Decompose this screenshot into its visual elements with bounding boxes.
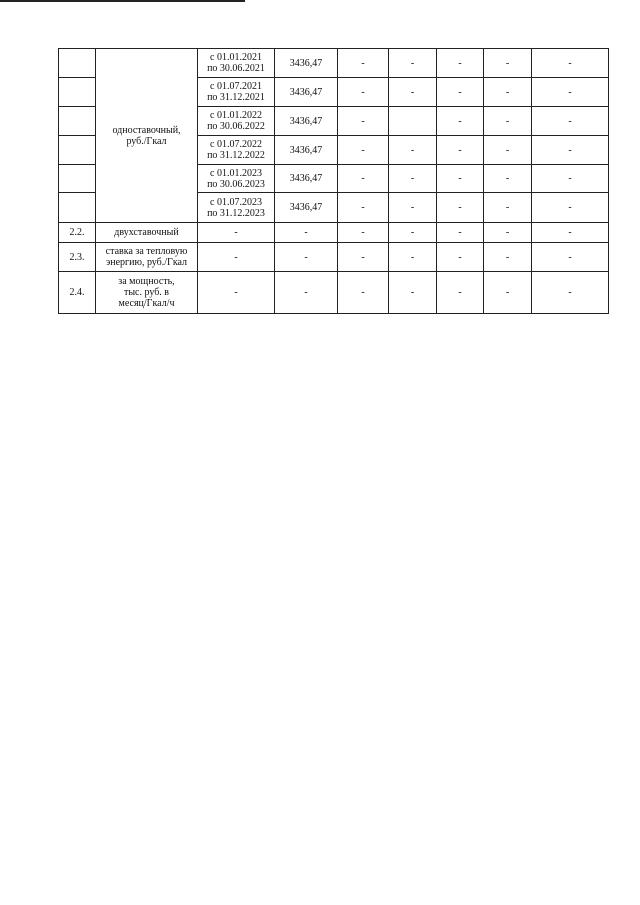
period-to: по 31.12.2023 (207, 207, 265, 219)
dash-cell: - (484, 243, 532, 272)
dash-cell: - (532, 272, 609, 314)
value-cell: 3436,47 (275, 107, 338, 136)
table-row (59, 243, 609, 272)
period-from: с 01.07.2021 (210, 81, 262, 92)
dash-cell: - (532, 165, 609, 193)
tariff-kind-cell (96, 272, 198, 314)
dash-cell: - (437, 165, 484, 193)
name-line: ставка за тепловую (105, 246, 188, 257)
period-to: по 30.06.2022 (207, 121, 265, 132)
dash-cell: - (532, 49, 609, 78)
tariff-table (58, 48, 609, 314)
row-number-cell (59, 136, 96, 165)
table-row (59, 223, 609, 243)
dash-cell: - (532, 223, 609, 243)
dash-cell: - (338, 165, 389, 193)
dash-cell: - (484, 193, 532, 223)
dash-cell: - (532, 193, 609, 223)
table-row (59, 272, 609, 314)
dash-cell: - (437, 107, 484, 136)
dash-cell: - (198, 272, 275, 314)
dash-cell: - (484, 49, 532, 78)
row-number-cell (59, 107, 96, 136)
name-line: за мощность, (118, 276, 175, 287)
tariff-kind-cell (96, 243, 198, 272)
dash-cell: - (389, 193, 437, 223)
top-rule-line (0, 0, 245, 2)
dash-cell: - (275, 223, 338, 243)
value-cell: 3436,47 (275, 136, 338, 165)
dash-cell: - (437, 78, 484, 107)
value-cell: 3436,47 (275, 49, 338, 78)
period-from: с 01.07.2023 (210, 196, 262, 208)
dash-cell: - (338, 272, 389, 314)
dash-cell: - (389, 78, 437, 107)
dash-cell: - (389, 49, 437, 78)
dash-cell: - (532, 78, 609, 107)
period-cell (198, 193, 275, 223)
empty-cell (389, 107, 437, 136)
dash-cell: - (532, 107, 609, 136)
value-cell: 3436,47 (275, 165, 338, 193)
dash-cell: - (338, 49, 389, 78)
dash-cell: - (389, 136, 437, 165)
dash-cell: - (338, 78, 389, 107)
dash-cell: - (338, 136, 389, 165)
dash-cell: - (437, 136, 484, 165)
dash-cell: - (437, 243, 484, 272)
period-from: с 01.01.2021 (210, 52, 262, 63)
period-to: по 30.06.2021 (207, 63, 265, 74)
period-cell (198, 107, 275, 136)
row-number-cell (59, 165, 96, 193)
dash-cell: - (338, 243, 389, 272)
dash-cell: - (437, 223, 484, 243)
dash-cell: - (338, 223, 389, 243)
row-number-cell: 2.2. (59, 223, 96, 243)
row-number-cell (59, 49, 96, 78)
period-to: по 30.06.2023 (207, 178, 265, 190)
dash-cell: - (389, 223, 437, 243)
dash-cell: - (532, 243, 609, 272)
dash-cell: - (338, 193, 389, 223)
dash-cell: - (484, 223, 532, 243)
row-number-cell: 2.3. (59, 243, 96, 272)
tariff-kind-cell: двухставочный (96, 223, 198, 243)
dash-cell: - (484, 272, 532, 314)
period-cell (198, 78, 275, 107)
period-to: по 31.12.2021 (207, 92, 265, 103)
dash-cell: - (437, 193, 484, 223)
dash-cell: - (437, 49, 484, 78)
row-number-cell (59, 78, 96, 107)
dash-cell: - (484, 136, 532, 165)
row-number-cell: 2.4. (59, 272, 96, 314)
period-cell (198, 136, 275, 165)
period-cell (198, 165, 275, 193)
dash-cell: - (389, 165, 437, 193)
name-line: энергию, руб./Гкал (105, 257, 188, 268)
table-row (59, 49, 609, 78)
dash-cell: - (389, 243, 437, 272)
period-from: с 01.01.2023 (210, 167, 262, 179)
period-cell (198, 49, 275, 78)
dash-cell: - (532, 136, 609, 165)
period-from: с 01.01.2022 (210, 110, 262, 121)
period-to: по 31.12.2022 (207, 150, 265, 161)
row-number-cell (59, 193, 96, 223)
dash-cell: - (389, 272, 437, 314)
name-line: месяц/Гкал/ч (118, 298, 175, 309)
value-cell: 3436,47 (275, 78, 338, 107)
dash-cell: - (484, 165, 532, 193)
name-line: тыс. руб. в (123, 287, 170, 298)
dash-cell: - (338, 107, 389, 136)
dash-cell: - (484, 78, 532, 107)
value-cell: 3436,47 (275, 193, 338, 223)
dash-cell: - (198, 223, 275, 243)
period-from: с 01.07.2022 (210, 139, 262, 150)
dash-cell: - (484, 107, 532, 136)
dash-cell: - (275, 272, 338, 314)
dash-cell: - (437, 272, 484, 314)
dash-cell: - (275, 243, 338, 272)
tariff-kind-cell: одноставочный, руб./Гкал (96, 49, 198, 223)
dash-cell: - (198, 243, 275, 272)
